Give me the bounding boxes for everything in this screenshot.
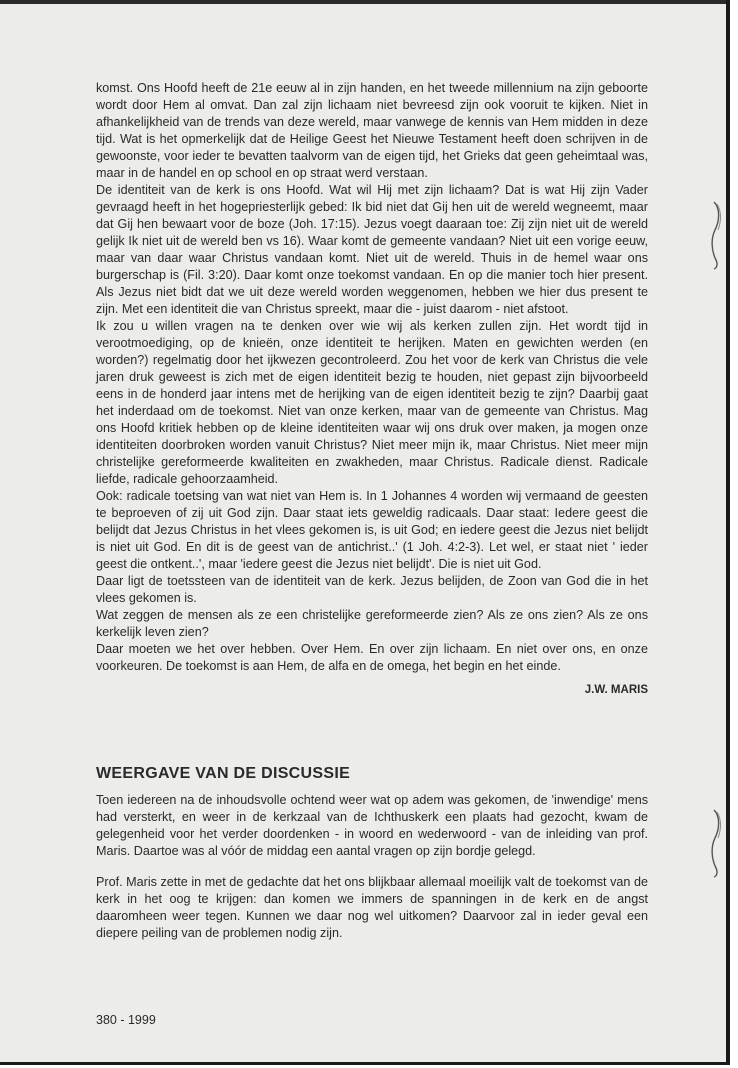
page-number: 380 - 1999 <box>96 1013 156 1027</box>
author-signature: J.W. MARIS <box>584 684 648 696</box>
discussion-paragraph: Toen iedereen na de inhoudsvolle ochtend weer wat op adem was gekomen, de 'inwendige' mens had versterkt, en weer in de kerkzaal van de Ichthuskerk een plaats had gezocht, kwam de gelegenheid voor het verder doordenken - in woord en wederwoord - van de inleiding van prof. Maris. Daartoe was al vóór de middag een aantal vragen op zijn bordje gelegd. <box>96 793 648 858</box>
article-paragraph: De identiteit van de kerk is ons Hoofd. Wat wil Hij met zijn lichaam? Dat is wat Hij zijn Vader gevraagd heeft in het hogepriesterlijk gebed: Ik bid niet dat Gij hen uit de wereld wegneemt, maar dat Gij hen bewaart voor de boze (Joh. 17:15). Jezus voegt daaraan toe: Zij zijn niet uit de wereld gelijk Ik niet uit de wereld ben vs 16). Waar komt de gemeente vandaan? Niet uit een vorige eeuw, maar van daar waar Christus vandaan komt. Niet uit de wereld. Thuis in de hemel waar ons burgerschap is (Fil. 3:20). Daar komt onze toekomst vandaan. En op die manier toch hier present. Als Jezus niet bidt dat we uit deze wereld worden weggenomen, hebben we hier dus present te zijn. Met een identiteit die van Christus spreekt, maar die - juist daarom - niet afstoot. <box>96 183 648 316</box>
article-paragraph: Ik zou u willen vragen na te denken over wie wij als kerken zullen zijn. Het wordt tijd in verootmoediging, op de knieën, onze identiteit te herijken. Maten en gewichten werden (en worden?) regelmatig door het ijkwezen gecontroleerd. Zou het voor de kerk van Christus die vele jaren druk geweest is zich met de eigen identiteit bezig te houden, niet gepast zijn bijvoorbeeld eens in de honderd jaar intens met de herijking van de eigen identiteit bezig te zijn? Daarbij gaat het inderdaad om de toekomst. Niet van onze kerken, maar van de gemeente van Christus. Mag ons Hoofd kritiek hebben op de kleine identiteiten waar wij ons druk over maken, ja mogen onze identiteiten doorbroken worden vanuit Christus? Niet meer mijn ik, maar Christus. Niet meer mijn christelijke gereformeerde kwaliteiten en zwakheden, maar Christus. Radicale dienst. Radicale liefde, radicale gehoorzaamheid. <box>96 319 648 486</box>
discussion-paragraph: Prof. Maris zette in met de gedachte dat het ons blijkbaar allemaal moeilijk valt de toekomst van de kerk in het oog te krijgen: dan komen we immers de spanningen in de kerk en de angst daaromheen weer tegen. Kunnen we daar nog wel uitkomen? Daarvoor zal in ieder geval een diepere peiling van de problemen nodig zijn. <box>96 875 648 940</box>
section-heading: WEERGAVE VAN DE DISCUSSIE <box>96 765 351 782</box>
article-paragraph: komst. Ons Hoofd heeft de 21e eeuw al in zijn handen, en het tweede millennium na zijn geboorte wordt door Hem al omvat. Dan zal zijn lichaam niet bevreesd zijn ook vooruit te kijken. Niet in afhankelijkheid van de trends van deze wereld, maar vanwege de kennis van Hem midden in deze tijd. Wat is het opmerkelijk dat de Heilige Geest het Nieuwe Testament heeft doen schrijven in de gewoonste, voor ieder te bevatten taalvorm van de eigen tijd, het Grieks dat geen geheimtaal was, maar in de handel en op school en op straat werd verstaan. <box>96 81 648 180</box>
article-paragraph: Daar moeten we het over hebben. Over Hem. En over zijn lichaam. En niet over ons, en onze voorkeuren. De toekomst is aan Hem, de alfa en de omega, het begin en het einde. <box>96 642 648 673</box>
binder-clip-icon <box>708 808 724 878</box>
article-paragraph: Wat zeggen de mensen als ze een christelijke gereformeerde zien? Als ze ons zien? Als ze ons kerkelijk leven zien? <box>96 608 648 639</box>
article-body <box>96 80 648 942</box>
binder-clip-icon <box>708 200 724 270</box>
article-paragraph: Ook: radicale toetsing van wat niet van Hem is. In 1 Johannes 4 worden wij vermaand de geesten te beproeven of zij uit God zijn. Daar staat iets geweldig radicaals. Daar staat: Iedere geest die belijdt dat Jezus Christus in het vlees gekomen is, is uit God; en iedere geest die Jezus niet belijdt is niet uit God. En dit is de geest van de antichrist..' (1 Joh. 4:2-3). Let wel, er staat niet ' ieder geest die ontkent..', maar 'iedere geest die Jezus niet belijdt'. Die is niet uit God. <box>96 489 648 571</box>
article-paragraph: Daar ligt de toetssteen van de identiteit van de kerk. Jezus belijden, de Zoon van God die in het vlees gekomen is. <box>96 574 648 605</box>
scan-top-edge <box>0 0 726 4</box>
